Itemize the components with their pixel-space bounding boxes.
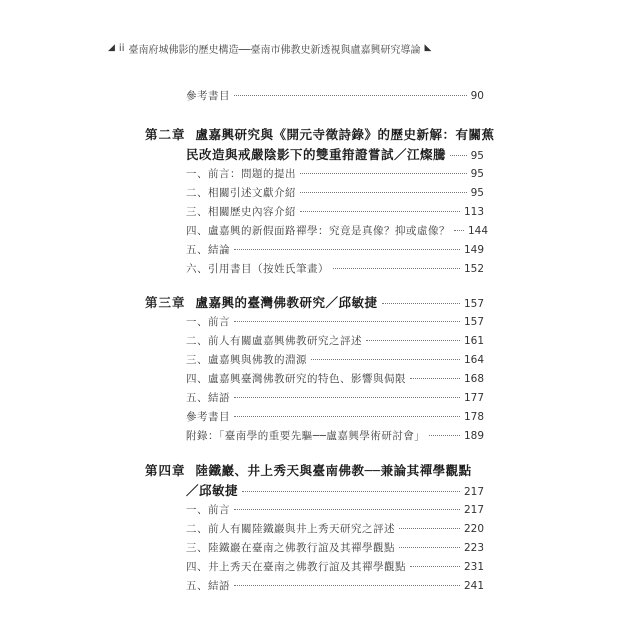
toc-entry[interactable]: [186, 242, 484, 258]
toc-entry[interactable]: [186, 390, 484, 406]
toc-entry-page: 220: [463, 523, 484, 535]
toc-entry-label: 五、結語: [186, 392, 230, 404]
chapter-3-title-text: 盧嘉興的臺灣佛教研究／邱敏捷: [195, 295, 378, 310]
toc-entry-label: 一、前言: [186, 316, 230, 328]
toc-entry-page: 90: [470, 90, 484, 102]
chapter-2-title-part1: 盧嘉興研究與《開元寺徵詩錄》的歷史新解：有關蕉: [195, 127, 495, 142]
toc-entry-page: 95: [470, 168, 484, 180]
dot-leader: [300, 211, 460, 212]
toc-entry-page: 168: [463, 373, 484, 385]
header-running-title: 臺南府城佛影的歷史構造──臺南市佛教史新透視與盧嘉興研究導論: [128, 44, 421, 56]
toc-entry[interactable]: [186, 521, 484, 537]
chapter-4-title-line2[interactable]: [186, 481, 484, 497]
toc-entry-label: 三、陸鐵巖在臺南之佛教行誼及其禪學觀點: [186, 542, 395, 554]
toc-entry-label: 二、前人有關陸鐵巖與井上秀天研究之評述: [186, 523, 395, 535]
toc-entry-page: 241: [463, 580, 484, 592]
toc-entry-page: 157: [463, 316, 484, 328]
dot-leader: [234, 509, 460, 510]
toc-entry-label: 參考書目: [186, 411, 230, 423]
toc-entry-page: 113: [463, 206, 484, 218]
toc-entry-page: 152: [463, 263, 484, 275]
toc-entry-label: 四、井上秀天在臺南之佛教行誼及其禪學觀點: [186, 561, 406, 573]
dot-leader: [399, 547, 460, 548]
chapter-2-number: 第二章: [145, 127, 186, 142]
toc-entry-page: 161: [463, 335, 484, 347]
toc-entry-label: 三、盧嘉興與佛教的淵源: [186, 354, 307, 366]
toc-entry[interactable]: [186, 352, 484, 368]
toc-entry-label: 一、前言: [186, 504, 230, 516]
dot-leader: [234, 321, 460, 322]
toc-entry-label: 五、結論: [186, 244, 230, 256]
toc-entry-page: 95: [470, 187, 484, 199]
dot-leader: [234, 249, 460, 250]
chapter-2-title-line2[interactable]: [186, 145, 484, 161]
chapter-4-title-part1: 陸鐵巖、井上秀天與臺南佛教──兼論其禪學觀點: [195, 463, 472, 478]
toc-entry[interactable]: [186, 559, 484, 575]
running-header: [108, 40, 538, 56]
toc-entry-page: 189: [463, 430, 484, 442]
toc-entry[interactable]: [186, 223, 489, 239]
dot-leader: [234, 95, 467, 96]
toc-entry-page: 231: [463, 561, 484, 573]
dot-leader: [311, 359, 460, 360]
chapter-2-title-part2: 民改造與戒嚴陰影下的雙重箝證嘗試／江燦騰: [186, 147, 447, 162]
toc-entry-page: 217: [463, 504, 484, 516]
dot-leader: [410, 378, 460, 379]
toc-entry-label: 四、盧嘉興臺灣佛教研究的特色、影響與侷限: [186, 373, 406, 385]
toc-entry-label: 二、相關引述文獻介紹: [186, 187, 296, 199]
toc-entry-page: 149: [463, 244, 484, 256]
toc-entry-page: 223: [463, 542, 484, 554]
dot-leader: [234, 585, 460, 586]
dot-leader: [242, 491, 460, 492]
dot-leader: [333, 268, 460, 269]
chapter-3-page: 157: [463, 298, 484, 310]
toc-entry-appendix[interactable]: [186, 428, 484, 444]
toc-entry-label: 五、結語: [186, 580, 230, 592]
chapter-4-title-line1[interactable]: [145, 461, 472, 479]
dot-leader: [399, 528, 460, 529]
toc-entry[interactable]: [186, 204, 484, 220]
chapter-4-number: 第四章: [145, 463, 186, 478]
toc-entry[interactable]: [186, 261, 484, 277]
toc-entry[interactable]: [186, 578, 484, 594]
toc-entry-label: 四、盧嘉興的新假面路禪學：究竟是真像？抑或虛像？: [186, 225, 450, 237]
toc-entry-label: 一、前言：問題的提出: [186, 168, 296, 180]
chapter-3-title[interactable]: [145, 293, 484, 311]
dot-leader: [450, 155, 467, 156]
toc-entry[interactable]: [186, 502, 484, 518]
toc-entry-references-ch1[interactable]: [186, 88, 484, 104]
dot-leader: [300, 173, 467, 174]
chapter-2-page: 95: [470, 150, 484, 162]
chapter-4-page: 217: [463, 486, 484, 498]
toc-entry-label: 三、相關歷史內容介紹: [186, 206, 296, 218]
dot-leader: [429, 435, 460, 436]
dot-leader: [410, 566, 460, 567]
toc-entry-label: 參考書目: [186, 90, 230, 102]
dot-leader: [454, 230, 464, 231]
toc-entry[interactable]: [186, 185, 484, 201]
dot-leader: [366, 340, 460, 341]
chapter-4-title-part2: ／邱敏捷: [186, 483, 239, 498]
toc-entry-label: 六、引用書目（按姓氏筆畫）: [186, 263, 329, 275]
dot-leader: [234, 397, 460, 398]
toc-entry[interactable]: [186, 540, 484, 556]
header-page-numeral: ii: [118, 42, 125, 54]
toc-entry[interactable]: [186, 166, 484, 182]
toc-entry[interactable]: [186, 333, 484, 349]
toc-entry-page: 144: [468, 225, 489, 237]
header-marker-left-icon: ◢: [108, 43, 115, 53]
toc-entry[interactable]: [186, 371, 484, 387]
toc-entry-label: 附錄：「臺南學的重要先驅──盧嘉興學術研討會」: [186, 430, 426, 442]
toc-entry-label: 二、前人有關盧嘉興佛教研究之評述: [186, 335, 362, 347]
chapter-3-number: 第三章: [145, 295, 186, 310]
toc-entry-page: 164: [463, 354, 484, 366]
toc-entry-page: 177: [463, 392, 484, 404]
header-marker-right-icon: ◣: [424, 43, 432, 53]
dot-leader: [234, 416, 460, 417]
toc-entry[interactable]: [186, 314, 484, 330]
toc-entry[interactable]: [186, 409, 484, 425]
toc-entry-page: 178: [463, 411, 484, 423]
chapter-2-title-line1[interactable]: [145, 125, 495, 143]
dot-leader: [300, 192, 467, 193]
dot-leader: [382, 303, 460, 304]
